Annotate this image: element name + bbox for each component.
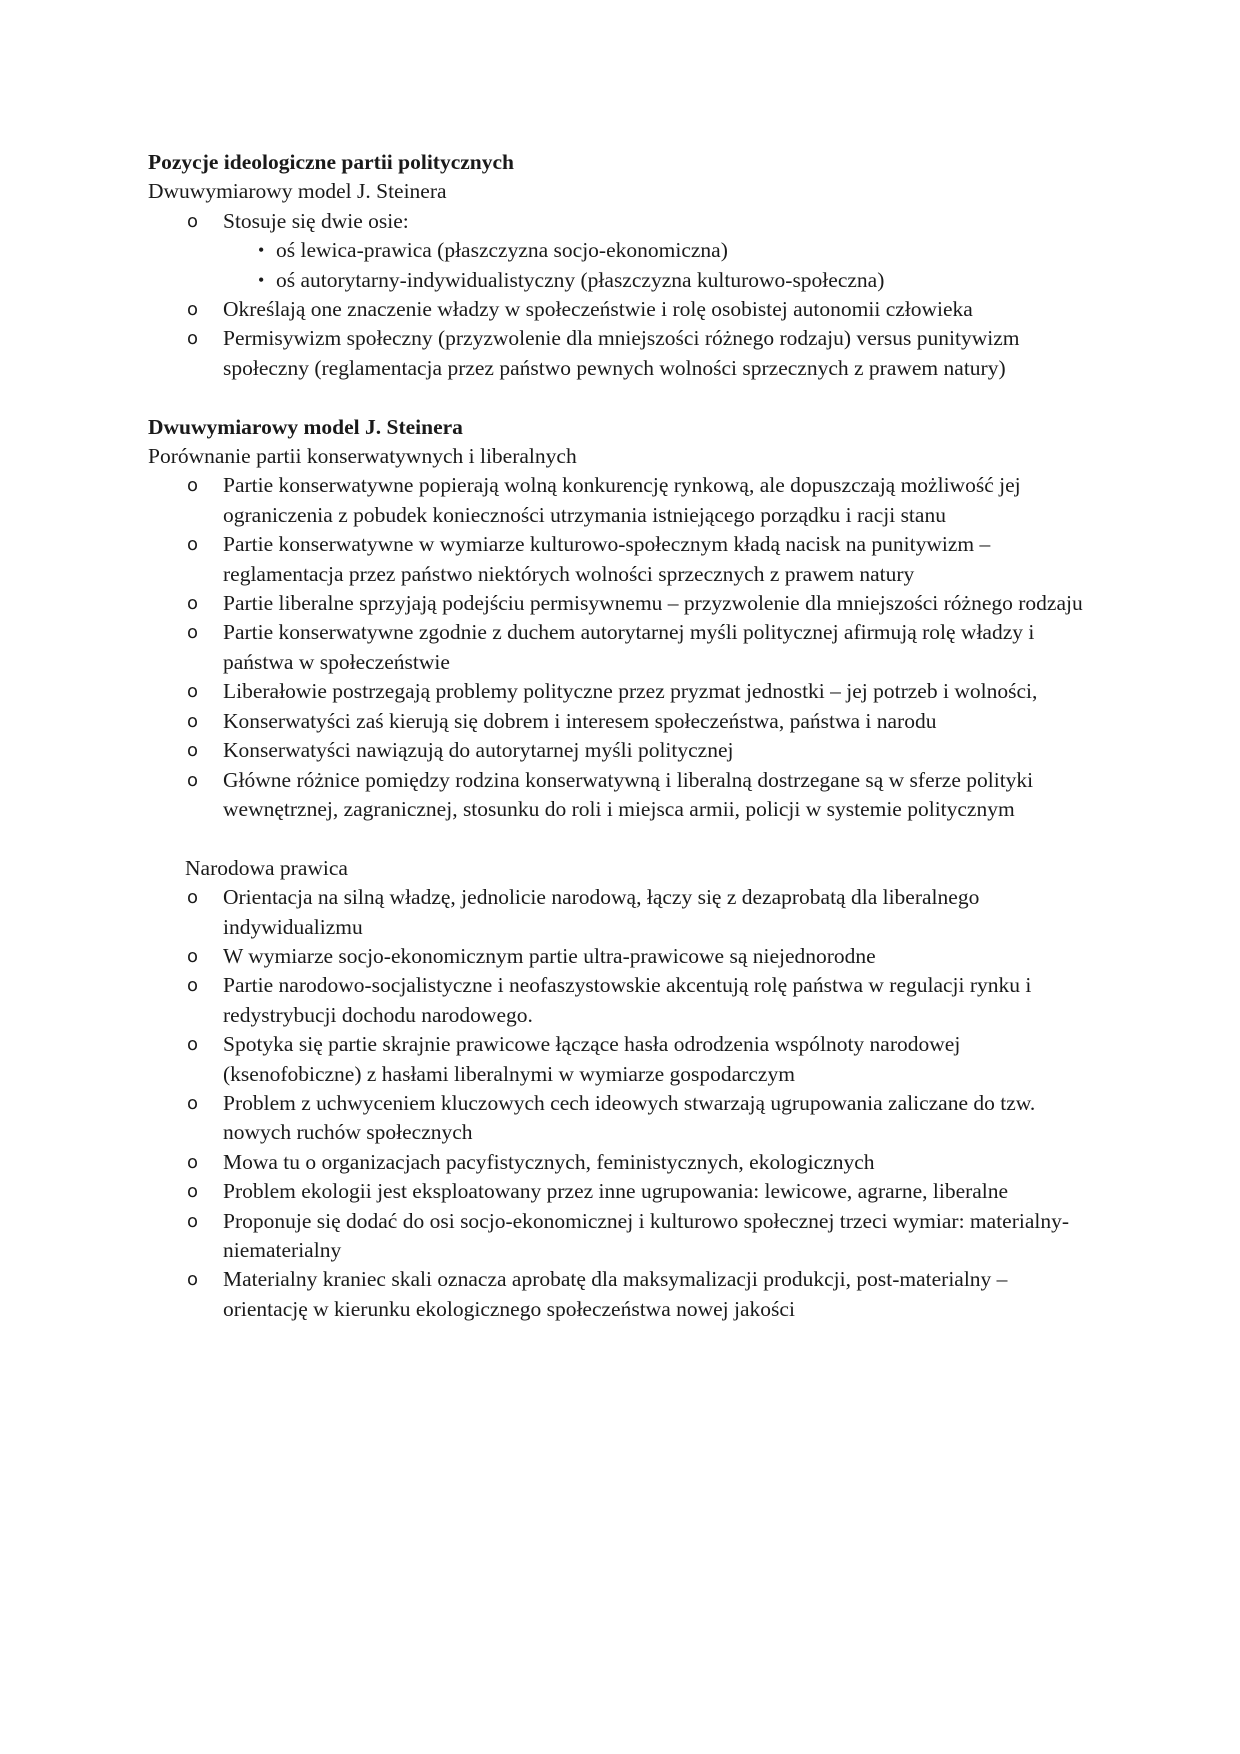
list-item-text: Partie konserwatywne popierają wolną konkurencję rynkową, ale dopuszczają możliwość jej ograniczenia z pobudek konieczności utrzymania istniejącego porządku i racji stanu	[223, 473, 1021, 527]
list-item	[148, 471, 1093, 530]
list-item-text: Proponuje się dodać do osi socjo-ekonomicznej i kulturowo społecznej trzeci wymiar: materialny-niematerialny	[223, 1208, 1070, 1262]
list-item	[148, 677, 1093, 706]
section1-list	[148, 207, 1093, 236]
list-item-text: Orientacja na silną władzę, jednolicie narodową, łączy się z dezaprobatą dla liberalnego indywidualizmu	[223, 885, 980, 939]
list-item-text: W wymiarze socjo-ekonomicznym partie ultra-prawicowe są niejednorodne	[223, 943, 876, 968]
circle-bullet-icon: o	[187, 945, 199, 967]
circle-bullet-icon: o	[187, 328, 199, 350]
section3-subtitle: Narodowa prawica	[185, 855, 348, 880]
circle-bullet-icon: o	[187, 975, 199, 997]
circle-bullet-icon: o	[187, 887, 199, 909]
list-item	[148, 589, 1093, 618]
list-item	[148, 883, 1093, 942]
sub-list-item	[148, 236, 1093, 265]
list-item-text: Spotyka się partie skrajnie prawicowe łączące hasła odrodzenia wspólnoty narodowej (ksenofobiczne) z hasłami liberalnymi w wymiarze gospodarczym	[223, 1032, 961, 1086]
list-item	[148, 618, 1093, 677]
list-item	[148, 1207, 1093, 1266]
section1-heading: Pozycje ideologiczne partii politycznych	[148, 150, 515, 174]
circle-bullet-icon: o	[187, 1181, 199, 1203]
list-item	[148, 1265, 1093, 1324]
list-item	[148, 207, 1093, 236]
list-item-text: Problem ekologii jest eksploatowany przez inne ugrupowania: lewicowe, agrarne, liberalne	[223, 1179, 1009, 1204]
list-item-text: Materialny kraniec skali oznacza aprobatę dla maksymalizacji produkcji, post-materialny – orientację w kierunku ekologicznego społeczeństwa nowej jakości	[223, 1267, 1008, 1321]
section3-list	[148, 883, 1093, 1324]
circle-bullet-icon: o	[187, 769, 199, 791]
list-item	[148, 295, 1093, 324]
section1-subtitle: Dwuwymiarowy model J. Steinera	[148, 179, 447, 204]
circle-bullet-icon: o	[187, 475, 199, 497]
list-item-text: Stosuje się dwie osie:	[223, 208, 409, 233]
list-item-text: Główne różnice pomiędzy rodzina konserwatywną i liberalną dostrzegane są w sferze polityki wewnętrznej, zagranicznej, stosunku do roli i miejsca armii, policji w systemie politycznym	[223, 767, 1034, 821]
list-item-text: Partie liberalne sprzyjają podejściu permisywnemu – przyzwolenie dla mniejszości różnego rodzaju	[223, 591, 1083, 616]
circle-bullet-icon: o	[187, 593, 199, 615]
circle-bullet-icon: o	[187, 534, 199, 556]
list-item	[148, 1148, 1093, 1177]
section1-sublist	[148, 236, 1093, 295]
circle-bullet-icon: o	[187, 299, 199, 321]
circle-bullet-icon: o	[187, 1269, 199, 1291]
circle-bullet-icon: o	[187, 1034, 199, 1056]
sub-list-item	[148, 266, 1093, 295]
section2-subtitle: Porównanie partii konserwatywnych i liberalnych	[148, 444, 577, 469]
spacer	[148, 824, 1093, 853]
list-item-text: Partie konserwatywne w wymiarze kulturowo-społecznym kładą nacisk na punitywizm – reglamentacja przez państwo niektórych wolności sprzecznych z prawem natury	[223, 532, 991, 586]
list-item-text: Partie konserwatywne zgodnie z duchem autorytarnej myśli politycznej afirmują rolę władzy i państwa w społeczeństwie	[223, 620, 1035, 674]
spacer	[148, 383, 1093, 412]
circle-bullet-icon: o	[187, 1092, 199, 1114]
list-item	[148, 530, 1093, 589]
list-item-text: Konserwatyści nawiązują do autorytarnej myśli politycznej	[223, 738, 734, 763]
circle-bullet-icon: o	[187, 622, 199, 644]
circle-bullet-icon: o	[187, 210, 199, 232]
list-item	[148, 942, 1093, 971]
list-item-text: Mowa tu o organizacjach pacyfistycznych, feministycznych, ekologicznych	[223, 1149, 875, 1174]
list-item-text: Problem z uchwyceniem kluczowych cech ideowych stwarzają ugrupowania zaliczane do tzw. nowych ruchów społecznych	[223, 1090, 1036, 1145]
list-item-text: Konserwatyści zaś kierują się dobrem i interesem społeczeństwa, państwa i narodu	[223, 708, 937, 733]
dot-bullet-icon: •	[258, 269, 265, 290]
circle-bullet-icon: o	[187, 1151, 199, 1173]
section2-list	[148, 471, 1093, 824]
list-item-text: Partie narodowo-socjalistyczne i neofaszystowskie akcentują rolę państwa w regulacji rynku i redystrybucji dochodu narodowego.	[223, 973, 1032, 1027]
circle-bullet-icon: o	[187, 1210, 199, 1232]
list-item	[148, 707, 1093, 736]
section1-list-continued	[148, 295, 1093, 383]
list-item	[148, 766, 1093, 825]
sub-list-item-text: oś lewica-prawica (płaszczyzna socjo-ekonomiczna)	[276, 238, 728, 263]
circle-bullet-icon: o	[187, 740, 199, 762]
list-item	[148, 1177, 1093, 1206]
circle-bullet-icon: o	[187, 681, 199, 703]
list-item	[148, 324, 1093, 383]
section2-heading: Dwuwymiarowy model J. Steinera	[148, 414, 463, 439]
list-item	[148, 1089, 1093, 1148]
list-item-text: Liberałowie postrzegają problemy polityczne przez pryzmat jednostki – jej potrzeb i wolności,	[223, 679, 1038, 704]
circle-bullet-icon: o	[187, 710, 199, 732]
list-item	[148, 971, 1093, 1030]
sub-list-item-text: oś autorytarny-indywidualistyczny (płaszczyzna kulturowo-społeczna)	[276, 267, 885, 292]
list-item-text: Permisywizm społeczny (przyzwolenie dla mniejszości różnego rodzaju) versus punitywizm społeczny (reglamentacja przez państwo pewnych wolności sprzecznych z prawem natury)	[223, 326, 1020, 380]
list-item-text: Określają one znaczenie władzy w społeczeństwie i rolę osobistej autonomii człowieka	[223, 297, 973, 322]
list-item	[148, 736, 1093, 765]
dot-bullet-icon: •	[258, 240, 265, 261]
document-content	[148, 148, 1093, 1324]
list-item	[148, 1030, 1093, 1089]
